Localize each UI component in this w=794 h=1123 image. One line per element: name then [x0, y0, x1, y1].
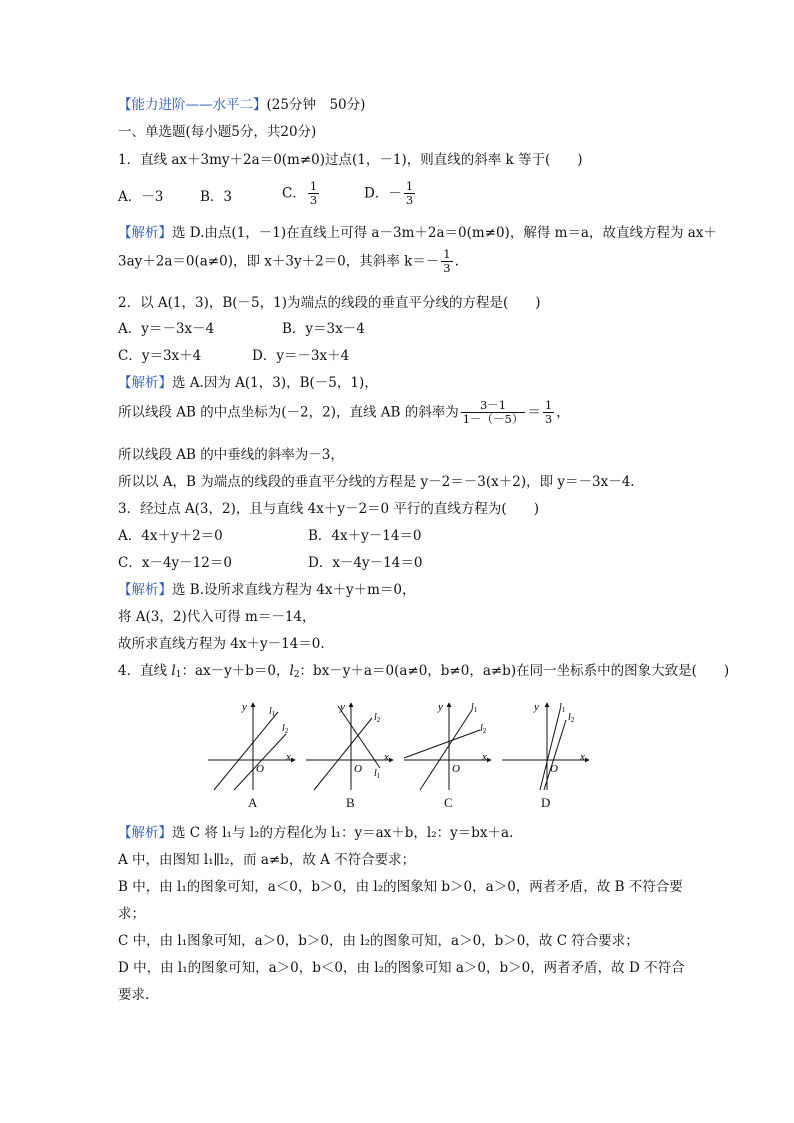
q2-solution-line2: 所以线段 AB 的中点坐标为(－2，2)，直线 AB 的斜率为 $\frac{3-1}{1-(-5)}$ ＝ $\frac{1}{3}$ ， — [118, 398, 570, 426]
q4-graph-a — [208, 703, 295, 790]
q3-option-c: C．x－4y－12＝0 — [118, 555, 232, 571]
q2-option-a: A．y＝－3x－4 — [118, 321, 215, 337]
section-header — [118, 96, 365, 114]
q4-solution-line1: 【解析】选 C 将 l₁与 l₂的方程化为 l₁：y＝ax＋b，l₂：y＝bx＋a. — [118, 825, 514, 841]
q4-graph-d-o: O — [550, 763, 558, 775]
q4-graph-c — [404, 703, 491, 790]
q1-option-c-frac: $\frac{1}{3}$ — [309, 179, 318, 207]
q4-graph-a-l1: $l_1$ — [269, 706, 276, 718]
q4-stem: 4．直线 $l_1$：ax－y＋b＝0，$l_2$：bx－y＋a＝0(a≠0，b≠0，a≠b)在同一坐标系中的图象大致是( ) — [118, 663, 730, 680]
q1-solution-frac: $\frac{1}{3}$ — [443, 247, 451, 275]
q4-graph-label-b: B — [346, 795, 355, 810]
q1-option-d: D．－ $\frac{1}{3}$ — [364, 179, 414, 207]
header-bracket-left: 【 — [118, 97, 132, 113]
q1-solution-line2: 3ay＋2a＝0(a≠0)，即 x＋3y＋2＝0，其斜率 k＝－ $\frac{1}{3}$ . — [118, 247, 459, 275]
q4-graph-d-x: x — [580, 751, 585, 763]
q4-solution-line4: 求； — [118, 906, 145, 922]
q4-solution-line2: A 中，由图知 l₁∥l₂，而 a≠b，故 A 不符合要求； — [118, 852, 416, 868]
q3-solution-line2: 将 A(3，2)代入可得 m＝－14， — [118, 609, 316, 625]
q3-solution-line3: 故所求直线方程为 4x＋y－14＝0. — [118, 636, 325, 652]
q2-option-b: B．y＝3x－4 — [282, 321, 365, 337]
q4-graph-d — [502, 703, 589, 790]
q1-option-c: C． $\frac{1}{3}$ — [282, 179, 318, 207]
q4-graph-d-l1: $l_1$ — [559, 702, 566, 714]
q4-graph-c-o: O — [452, 763, 460, 775]
section-title: 一、单选题(每小题5分，共20分) — [118, 124, 317, 140]
q4-graph-b-x: x — [384, 751, 389, 763]
q4-graph-label-d: D — [541, 795, 551, 810]
q4-graph-a-o: O — [256, 763, 264, 775]
q1-option-b: B．3 — [200, 189, 233, 205]
header-title: 能力进阶——水平二 — [131, 97, 253, 113]
q2-solution-tag: 【解析】 — [118, 375, 172, 391]
q4-solution-line7: 要求. — [118, 987, 150, 1003]
q2-solution-line3: 所以线段 AB 的中垂线的斜率为－3， — [118, 447, 344, 463]
q1-option-a: A．－3 — [118, 189, 164, 205]
q3-option-d: D．x－4y－14＝0 — [308, 555, 423, 571]
q4-graph-label-c: C — [444, 795, 453, 810]
q3-solution-tag: 【解析】 — [118, 582, 172, 598]
q4-solution-line3: B 中，由 l₁的图象可知，a＜0，b＞0，由 l₂的图象知 b＞0，a＞0，两者矛盾，故 B 不符合要 — [118, 879, 683, 895]
q2-option-c: C．y＝3x＋4 — [118, 348, 202, 364]
q4-graphs — [200, 698, 600, 793]
q1-solution-line1: 【解析】选 D.由点(1，－1)在直线上可得 a－3m＋2a＝0(m≠0)，解得 m＝a，故直线方程为 ax＋ — [118, 225, 717, 241]
q4-solution-line5: C 中，由 l₁图象可知，a＞0，b＞0，由 l₂的图象可知，a＞0，b＞0，故 C 符合要求； — [118, 933, 639, 949]
q1-option-d-frac: $\frac{1}{3}$ — [405, 179, 414, 207]
header-meta: (25分钟 50分) — [266, 97, 366, 113]
q4-graph-a-l2: $l_2$ — [282, 723, 289, 735]
q4-graph-a-y: y — [242, 701, 247, 713]
q1-solution-tag: 【解析】 — [118, 225, 172, 241]
q4-solution-line6: D 中，由 l₁的图象可知，a＞0，b＜0，由 l₂的图象可知 a＞0，b＞0，两者矛盾，故 D 不符合 — [118, 960, 685, 976]
q4-graph-d-y: y — [534, 701, 539, 713]
q4-graph-a-x: x — [286, 751, 291, 763]
q4-solution-tag: 【解析】 — [118, 825, 172, 841]
q4-graph-b-o: O — [354, 763, 362, 775]
q4-graph-c-l2: $l_2$ — [480, 723, 487, 735]
q4-graph-c-x: x — [482, 751, 487, 763]
q3-option-a: A．4x＋y＋2＝0 — [118, 528, 223, 544]
q3-option-b: B．4x＋y－14＝0 — [308, 528, 422, 544]
q2-solution-line1: 【解析】选 A.因为 A(1，3)，B(－5，1)， — [118, 375, 378, 391]
q3-solution-line1: 【解析】选 B.设所求直线方程为 4x＋y＋m＝0， — [118, 582, 416, 598]
q4-graph-b-l1: $l_1$ — [374, 768, 381, 780]
q4-graph-c-l1: $l_1$ — [471, 702, 478, 714]
header-bracket-right: 】 — [253, 97, 267, 113]
q3-stem: 3．经过点 A(3，2)，且与直线 4x＋y－2＝0 平行的直线方程为( ) — [118, 501, 539, 517]
q2-stem: 2．以 A(1，3)，B(－5，1)为端点的线段的垂直平分线的方程是( ) — [118, 295, 541, 311]
q2-option-d: D．y＝－3x＋4 — [252, 348, 350, 364]
q4-graph-d-l2: $l_2$ — [568, 712, 575, 724]
q2-solution-frac1: $\frac{3-1}{1-(-5)}$ — [462, 398, 524, 426]
q4-graph-b-l2: $l_2$ — [374, 712, 381, 724]
q4-graph-b-y: y — [340, 701, 345, 713]
q1-stem: 1．直线 ax＋3my＋2a＝0(m≠0)过点(1，－1)，则直线的斜率 k 等于( ) — [118, 152, 583, 168]
q4-graph-label-a: A — [248, 795, 258, 810]
q2-solution-frac2: $\frac{1}{3}$ — [544, 398, 553, 426]
q2-solution-line4: 所以以 A，B 为端点的线段的垂直平分线的方程是 y－2＝－3(x＋2)，即 y＝－3x－4. — [118, 474, 635, 490]
q4-graph-c-y: y — [438, 701, 443, 713]
